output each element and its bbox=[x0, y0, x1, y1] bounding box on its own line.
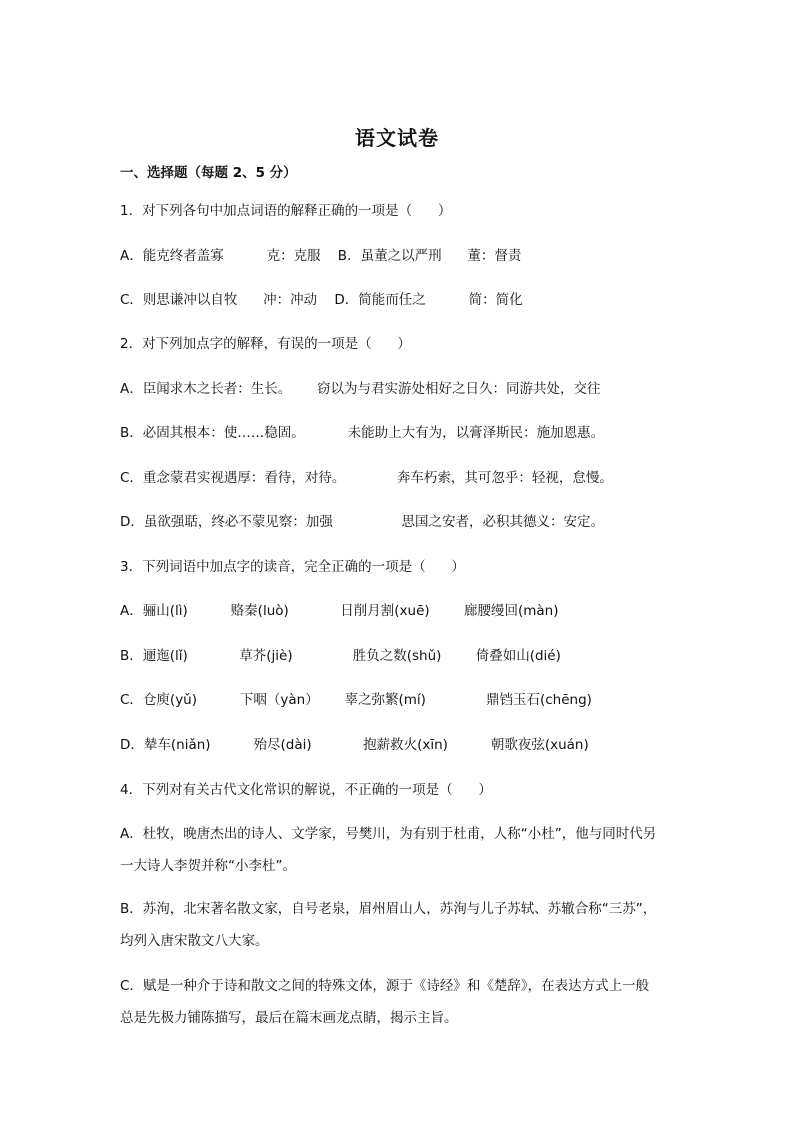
question-4-option-a-line1: A．杜牧，晚唐杰出的诗人、文学家，号樊川，为有别于杜甫，人称“小杜”，他与同时代另 bbox=[120, 826, 657, 842]
question-4-option-b-line1: B．苏洵，北宋著名散文家，自号老泉，眉州眉山人，苏洵与儿子苏轼、苏辙合称“三苏”， bbox=[120, 901, 657, 917]
question-2-option-b: B．必固其根本：使……稳固。 未能助上大有为，以膏泽斯民：施加恩惠。 bbox=[120, 425, 605, 441]
question-4-option-a bbox=[120, 818, 680, 882]
question-3-option-a: A．骊山(lì) 赂秦(luò) 日削月割(xuē) 廊腰缦回(màn) bbox=[120, 603, 559, 619]
question-1-option-cd: C．则思谦冲以自牧 冲：冲动 D．简能而任之 简：简化 bbox=[120, 292, 523, 308]
question-3-option-c: C．仓庾(yǔ) 下咽（yàn） 辜之弥繁(mí) 鼎铛玉石(chēng) bbox=[120, 692, 592, 708]
question-2-option-c: C．重念蒙君实视遇厚：看待，对待。 奔车朽索，其可忽乎：轻视，怠慢。 bbox=[120, 470, 613, 486]
question-3-stem: 3．下列词语中加点字的读音，完全正确的一项是（ ） bbox=[120, 559, 465, 575]
question-4-option-b bbox=[120, 893, 680, 957]
question-2-option-a: A．臣闻求木之长者：生长。 窃以为与君实游处相好之日久：同游共处，交往 bbox=[120, 381, 601, 397]
question-3-option-b: B．逦迤(lǐ) 草芥(jiè) 胜负之数(shǔ) 倚叠如山(dié) bbox=[120, 648, 561, 664]
question-1-option-ab: A．能克终者盖寡 克：克服 B．虽董之以严刑 董：督责 bbox=[120, 248, 522, 264]
question-4-option-a-line2: 一大诗人李贺并称“小李杜”。 bbox=[120, 858, 296, 874]
question-3-option-d: D．辇车(niǎn) 殆尽(dài) 抱薪救火(xīn) 朝歌夜弦(xuán) bbox=[120, 737, 589, 753]
question-2-option-d: D．虽欲强聒，终必不蒙见察：加强 思国之安者，必积其德义：安定。 bbox=[120, 514, 605, 530]
question-2-stem: 2．对下列加点字的解释，有误的一项是（ ） bbox=[120, 336, 411, 352]
question-4-option-c-line1: C．赋是一种介于诗和散文之间的特殊文体，源于《诗经》和《楚辞》，在表达方式上一般 bbox=[120, 978, 650, 994]
section-heading: 一、选择题（每题 2、5 分） bbox=[120, 165, 297, 181]
page-title: 语文试卷 bbox=[355, 126, 439, 150]
question-4-stem: 4．下列对有关古代文化常识的解说，不正确的一项是（ ） bbox=[120, 782, 492, 798]
question-4-option-b-line2: 均列入唐宋散文八大家。 bbox=[120, 933, 269, 949]
question-4-option-c bbox=[120, 970, 680, 1034]
question-4-option-c-line2: 总是先极力铺陈描写，最后在篇末画龙点睛，揭示主旨。 bbox=[120, 1010, 458, 1026]
question-1-stem: 1．对下列各句中加点词语的解释正确的一项是（ ） bbox=[120, 203, 452, 219]
